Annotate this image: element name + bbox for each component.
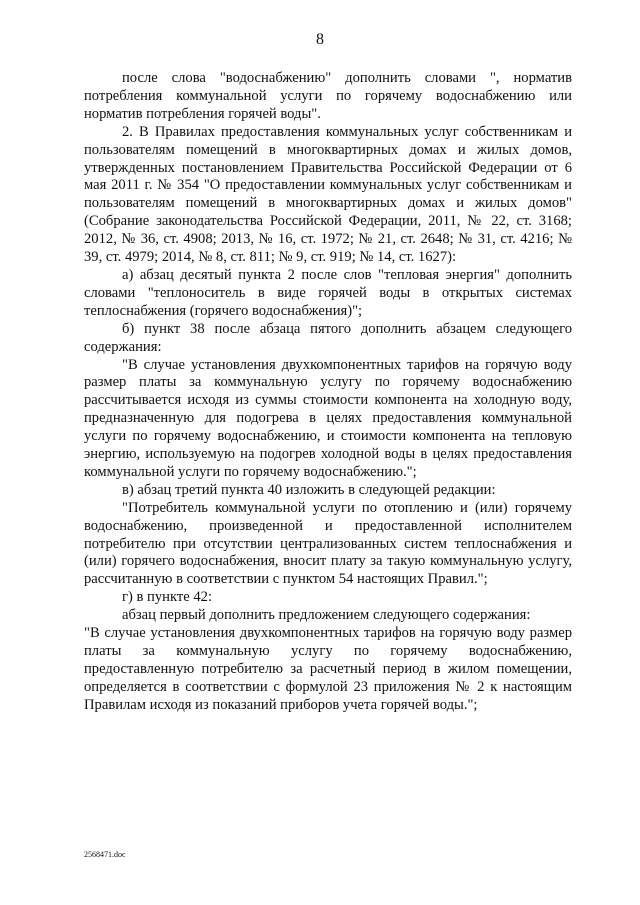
paragraph-subitem-g-first: абзац первый дополнить предложением следующего содержания: <box>122 607 531 624</box>
paragraph-subitem-v: в) абзац третий пункта 40 изложить в следующей редакции: <box>122 481 496 498</box>
paragraph-subitem-b: б) пункт 38 после абзаца пятого дополнить абзацем следующего содержания: <box>84 320 572 355</box>
paragraph-quote-g: "В случае установления двухкомпонентных тарифов на горячую воду размер платы за коммунальную услугу по горячему водоснабжению, предоставленную потребителю за расчетный период в жилом помещении, определяется в соответствии с формулой 23 приложения № 2 к настоящим Правилам исходя из показаний приборов учета горячей воды."; <box>84 625 572 713</box>
document-filename: 2568471.doc <box>84 850 126 859</box>
page-number: 8 <box>316 31 324 48</box>
paragraph-subitem-a: а) абзац десятый пункта 2 после слов "тепловая энергия" дополнить словами "теплоноситель в виде горячей воды в открытых системах теплоснабжения (горячего водоснабжения)"; <box>84 266 572 319</box>
paragraph-quote-v: "Потребитель коммунальной услуги по отоплению и (или) горячему водоснабжению, произведенной и предоставленной исполнителем потребителю при отсутствии централизованных систем теплоснабжения и (или) горячего водоснабжения, вносит плату за такую коммунальную услугу, рассчитанную в соответствии с пунктом 54 настоящих Правил."; <box>84 499 572 588</box>
paragraph-subitem-g: г) в пункте 42: <box>122 589 212 606</box>
paragraph-item-2: 2. В Правилах предоставления коммунальных услуг собственникам и пользователям помещений в многоквартирных домах и жилых домов, утвержденных постановлением Правительства Российской Федерации от 6 мая 2011 г. № 354 "О предоставлении коммунальных услуг собственникам и пользователям помещений в многоквартирных домах и жилых домов" (Собрание законодательства Российской Федерации, 2011, № 22, ст. 3168; 2012, № 36, ст. 4908; 2013, № 16, ст. 1972; № 21, ст. 2648; № 31, ст. 4216; № 39, ст. 4979; 2014, № 8, ст. 811; № 9, ст. 919; № 14, ст. 1627): <box>84 123 572 266</box>
document-body <box>84 70 572 715</box>
paragraph-quote-b: "В случае установления двухкомпонентных тарифов на горячую воду размер платы за коммунальную услугу по горячему водоснабжению рассчитывается исходя из суммы стоимости компонента на холодную воду, предназначенную для подогрева в целях предоставления коммунальной услуги по горячему водоснабжению, и стоимости компонента на тепловую энергию, используемую на подогрев холодной воды в целях предоставления коммунальной услуги по горячему водоснабжению."; <box>84 356 572 480</box>
paragraph-continuation: после слова "водоснабжению" дополнить словами ", норматив потребления коммунальной услуги по горячему водоснабжению или норматив потребления горячей воды". <box>84 70 572 122</box>
